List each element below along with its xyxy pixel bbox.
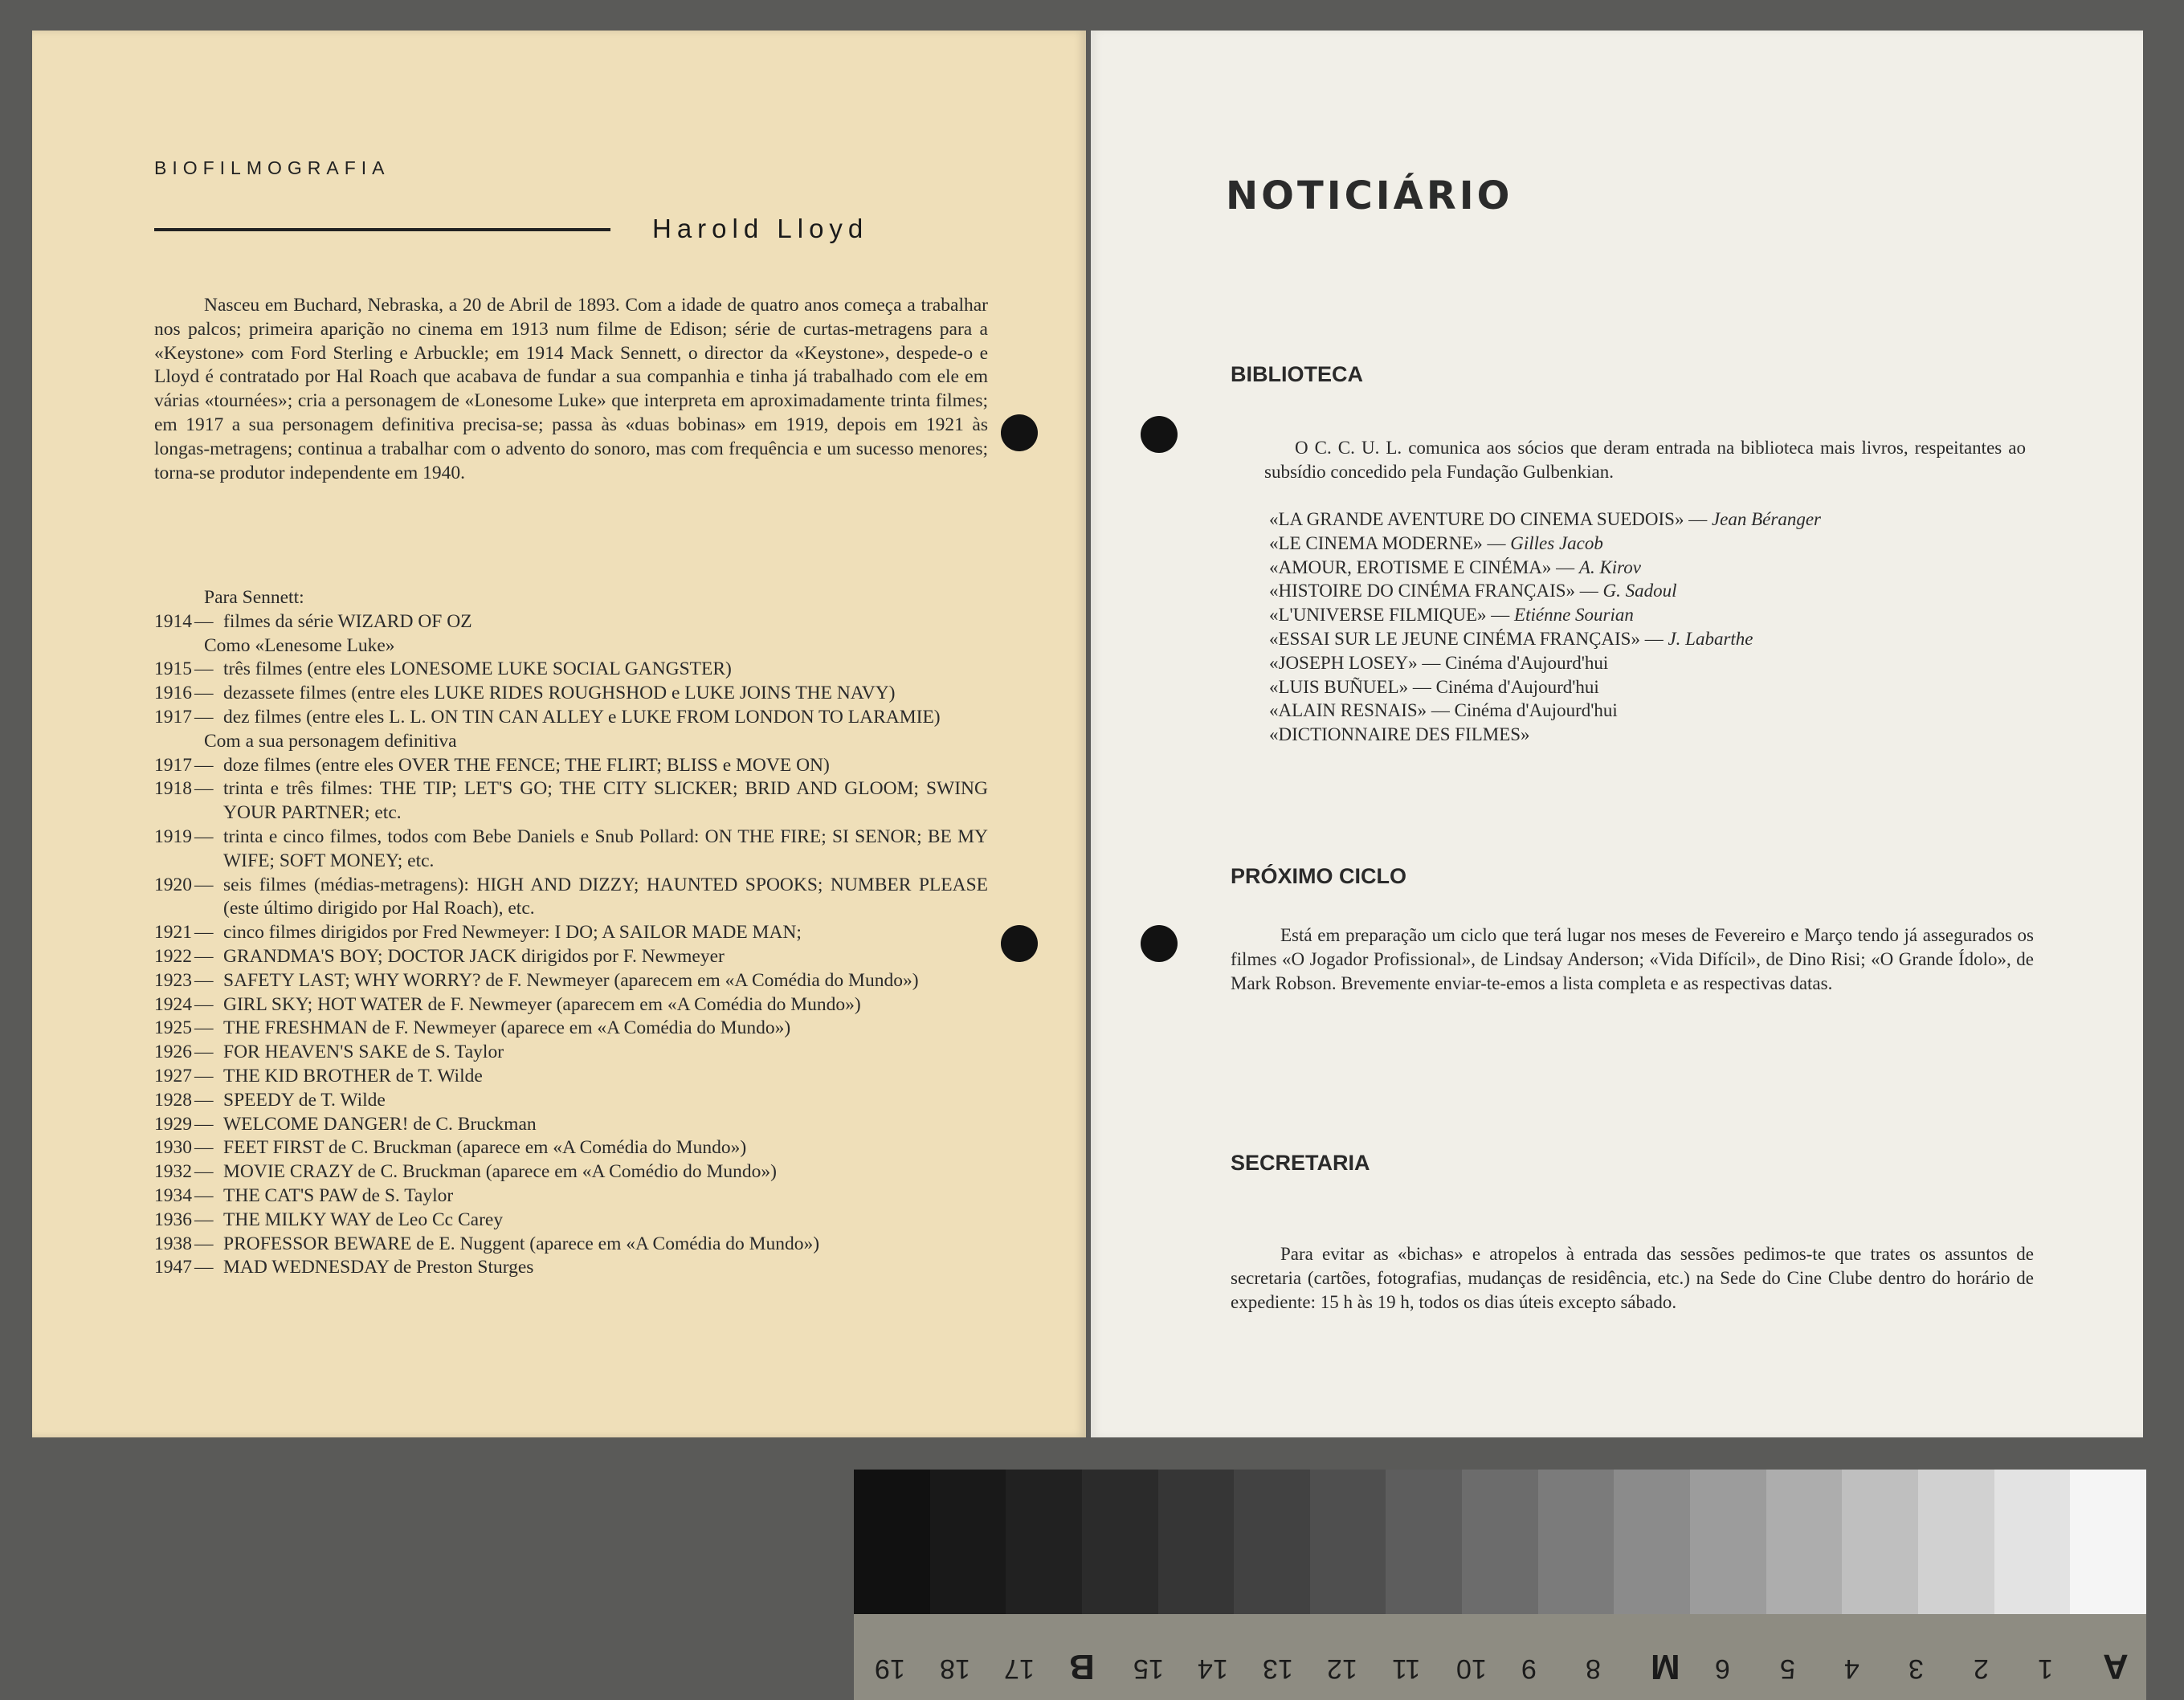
entry-year: 1947 bbox=[154, 1257, 192, 1278]
entry-dash: — bbox=[194, 1209, 214, 1230]
filmography-entry bbox=[154, 874, 988, 922]
biblioteca-intro-text: O C. C. U. L. comunica aos sócios que deram entrada na biblioteca mais livros, respeitantes ao subsídio concedido pela Fundação Gulbenkian. bbox=[1264, 438, 2026, 482]
entry-text: FEET FIRST de C. Bruckman (aparece em «A Comédia do Mundo») bbox=[223, 1137, 747, 1159]
entry-year: 1925 bbox=[154, 1017, 192, 1039]
gray-swatch bbox=[1082, 1470, 1158, 1614]
book-item bbox=[1269, 675, 2024, 699]
gray-swatch bbox=[1690, 1470, 1766, 1614]
ruler-label: 4 bbox=[1843, 1653, 1859, 1684]
book-title: «DICTIONNAIRE DES FILMES» bbox=[1269, 724, 1530, 745]
book-separator: — bbox=[1486, 605, 1515, 626]
entry-dash: — bbox=[194, 1137, 214, 1159]
biblioteca-heading: BIBLIOTECA bbox=[1231, 362, 1363, 386]
entry-dash: — bbox=[194, 658, 214, 680]
book-author: J. Labarthe bbox=[1668, 628, 1753, 649]
entry-dash: — bbox=[194, 1017, 214, 1039]
secretaria-paragraph bbox=[1231, 1242, 2034, 1314]
gray-swatch bbox=[1234, 1470, 1310, 1614]
filmography-subheading: Para Sennett: bbox=[204, 587, 304, 608]
entry-year: 1915 bbox=[154, 658, 192, 680]
filmography-entry bbox=[154, 658, 988, 682]
filmography-entry bbox=[154, 993, 988, 1017]
gray-swatch bbox=[1614, 1470, 1690, 1614]
book-item bbox=[1269, 603, 2024, 627]
gray-swatch bbox=[930, 1470, 1006, 1614]
ruler-label: 18 bbox=[939, 1653, 970, 1684]
ruler-label: 12 bbox=[1327, 1653, 1358, 1684]
ruler-label: 8 bbox=[1586, 1653, 1602, 1684]
biblioteca-intro bbox=[1264, 436, 2026, 484]
entry-year: 1922 bbox=[154, 945, 192, 967]
entry-dash: — bbox=[194, 969, 214, 991]
ruler-label: M bbox=[1650, 1647, 1680, 1686]
filmography-entry bbox=[154, 610, 988, 634]
gray-swatch bbox=[1918, 1470, 1994, 1614]
book-author: A. Kirov bbox=[1578, 556, 1641, 577]
entry-dash: — bbox=[194, 1257, 214, 1278]
ruler-label: 2 bbox=[1973, 1653, 1989, 1684]
filmography-entry bbox=[154, 706, 988, 730]
entry-dash: — bbox=[194, 1233, 214, 1254]
section-label: BIOFILMOGRAFIA bbox=[154, 157, 390, 178]
entry-dash: — bbox=[194, 610, 214, 632]
book-author: Jean Béranger bbox=[1711, 509, 1822, 529]
book-author: Cinéma d'Aujourd'hui bbox=[1454, 700, 1618, 721]
entry-text: SPEEDY de T. Wilde bbox=[223, 1089, 386, 1111]
entry-dash: — bbox=[194, 706, 214, 728]
proximo-ciclo-text: Está em preparação um ciclo que terá lugar nos meses de Fevereiro e Março tendo já assegurados os filmes «O Jogador Profissional», de Lindsay Anderson; «Vida Difícil», de Dino Risi; «O Grande Ídolo», de Mark Robson. Brevemente enviar-te-emos a lista completa e as respectivas datas. bbox=[1231, 925, 2034, 993]
gray-swatch bbox=[2070, 1470, 2146, 1614]
entry-text: seis filmes (médias-metragens): HIGH AND DIZZY; HAUNTED SPOOKS; NUMBER PLEASE (este último dirigido por Hal Roach), etc. bbox=[223, 874, 988, 919]
entry-dash: — bbox=[194, 683, 214, 704]
left-page bbox=[32, 31, 1086, 1437]
gray-swatch bbox=[1386, 1470, 1462, 1614]
filmography-entry bbox=[154, 945, 988, 969]
gray-swatch bbox=[1310, 1470, 1386, 1614]
entry-text: trinta e três filmes: THE TIP; LET'S GO; THE CITY SLICKER; BRID AND GLOOM; SWING YOUR PARTNER; etc. bbox=[223, 778, 988, 824]
proximo-ciclo-heading: PRÓXIMO CICLO bbox=[1231, 864, 1407, 888]
filmography-list bbox=[154, 586, 988, 1280]
book-item bbox=[1269, 699, 2024, 723]
book-title: «ALAIN RESNAIS» bbox=[1269, 700, 1427, 721]
entry-year: 1936 bbox=[154, 1209, 192, 1230]
book-item bbox=[1269, 723, 2024, 747]
book-separator: — bbox=[1575, 581, 1603, 601]
filmography-entry bbox=[154, 1160, 988, 1184]
noticiario-title: NOTICIÁRIO bbox=[1226, 173, 1513, 218]
ruler-label: 1 bbox=[2038, 1653, 2054, 1684]
book-separator: — bbox=[1551, 556, 1579, 577]
entry-text: trinta e cinco filmes, todos com Bebe Daniels e Snub Pollard: ON THE FIRE; SI SENOR; BE MY WIFE; SOFT MONEY; etc. bbox=[223, 826, 988, 871]
biography-text: Nasceu em Buchard, Nebraska, a 20 de Abril de 1893. Com a idade de quatro anos começa a trabalhar nos palcos; primeira aparição no cinema em 1913 num filme de Edison; série de curtas-metragens para a «Keystone» com Ford Sterling e Arbuckle; em 1914 Mack Sennett, o director da «Keystone», despede-o e Lloyd é contratado por Hal Roach que acabava de fundar a sua companhia e tinha já trabalhado com ele em várias «tournées»; cria a personagem de «Lonesome Luke» que interpreta em aproximadamente trinta filmes; em 1917 a sua personagem definitiva precisa-se; passa às «duas bobinas» em 1919, depois em 1921 às longas-metragens; continua a trabalhar com o advento do sonoro, mas com frequência e um sucesso menores; torna-se produtor independente em 1940. bbox=[154, 295, 988, 483]
ruler-label: A bbox=[2102, 1647, 2129, 1686]
filmography-entry bbox=[154, 1184, 988, 1209]
filmography-entry bbox=[154, 1089, 988, 1113]
entry-text: MOVIE CRAZY de C. Bruckman (aparece em «A Comédio do Mundo») bbox=[223, 1161, 777, 1183]
filmography-entry bbox=[154, 754, 988, 778]
entry-text: SAFETY LAST; WHY WORRY? de F. Newmeyer (aparecem em «A Comédia do Mundo») bbox=[223, 969, 919, 991]
entry-dash: — bbox=[194, 945, 214, 967]
book-title: «LE CINEMA MODERNE» bbox=[1269, 532, 1483, 553]
punch-hole bbox=[1141, 925, 1178, 962]
entry-text: THE MILKY WAY de Leo Cc Carey bbox=[223, 1209, 504, 1230]
entry-text: dezassete filmes (entre eles LUKE RIDES ROUGHSHOD e LUKE JOINS THE NAVY) bbox=[223, 683, 896, 704]
ruler-label: 11 bbox=[1391, 1653, 1421, 1684]
entry-dash: — bbox=[194, 922, 214, 944]
biography-paragraph bbox=[154, 294, 988, 485]
book-separator: — bbox=[1427, 700, 1455, 721]
book-author: Cinéma d'Aujourd'hui bbox=[1445, 652, 1609, 673]
gray-swatch bbox=[1766, 1470, 1843, 1614]
entry-year: 1929 bbox=[154, 1113, 192, 1135]
filmography-subheading: Como «Lenesome Luke» bbox=[204, 634, 395, 656]
entry-text: GRANDMA'S BOY; DOCTOR JACK dirigidos por F. Newmeyer bbox=[223, 945, 725, 967]
entry-text: filmes da série WIZARD OF OZ bbox=[223, 610, 472, 632]
gray-swatch bbox=[1994, 1470, 2071, 1614]
entry-text: MAD WEDNESDAY de Preston Sturges bbox=[223, 1257, 534, 1278]
entry-text: cinco filmes dirigidos por Fred Newmeyer: I DO; A SAILOR MADE MAN; bbox=[223, 922, 802, 944]
filmography-entry bbox=[154, 1065, 988, 1089]
ruler-label: 14 bbox=[1198, 1653, 1229, 1684]
gray-swatch bbox=[1158, 1470, 1235, 1614]
book-title: «LUIS BUÑUEL» bbox=[1269, 676, 1409, 697]
gray-swatches bbox=[854, 1470, 2146, 1614]
entry-year: 1924 bbox=[154, 993, 192, 1015]
filmography-entry bbox=[154, 1256, 988, 1280]
title-rule bbox=[154, 228, 610, 231]
entry-dash: — bbox=[194, 1161, 214, 1183]
entry-dash: — bbox=[194, 754, 214, 776]
entry-year: 1932 bbox=[154, 1161, 192, 1183]
person-name: Harold Lloyd bbox=[652, 214, 869, 243]
book-title: «HISTOIRE DO CINÉMA FRANÇAIS» bbox=[1269, 581, 1576, 601]
filmography-entry bbox=[154, 1209, 988, 1233]
entry-dash: — bbox=[194, 1089, 214, 1111]
filmography-entry bbox=[154, 682, 988, 706]
color-calibration-card bbox=[854, 1470, 2146, 1700]
book-item bbox=[1269, 532, 2024, 556]
entry-text: doze filmes (entre eles OVER THE FENCE; THE FLIRT; BLISS e MOVE ON) bbox=[223, 754, 830, 776]
book-list bbox=[1269, 508, 2024, 747]
filmography-entry bbox=[154, 826, 988, 874]
entry-year: 1914 bbox=[154, 610, 192, 632]
book-item bbox=[1269, 651, 2024, 675]
entry-text: PROFESSOR BEWARE de E. Nuggent (aparece em «A Comédia do Mundo») bbox=[223, 1233, 820, 1254]
entry-text: THE KID BROTHER de T. Wilde bbox=[223, 1065, 483, 1086]
ruler-label: 5 bbox=[1779, 1653, 1795, 1684]
ruler-label: 15 bbox=[1133, 1653, 1164, 1684]
book-item bbox=[1269, 508, 2024, 532]
punch-hole bbox=[1001, 414, 1038, 451]
entry-year: 1919 bbox=[154, 826, 192, 847]
ruler-label: 9 bbox=[1521, 1653, 1537, 1684]
entry-year: 1926 bbox=[154, 1042, 192, 1063]
entry-dash: — bbox=[194, 1184, 214, 1206]
punch-hole bbox=[1141, 416, 1178, 453]
book-separator: — bbox=[1417, 652, 1446, 673]
secretaria-heading: SECRETARIA bbox=[1231, 1151, 1370, 1175]
entry-text: dez filmes (entre eles L. L. ON TIN CAN ALLEY e LUKE FROM LONDON TO LARAMIE) bbox=[223, 706, 941, 728]
filmography-subheading: Com a sua personagem definitiva bbox=[204, 730, 457, 752]
entry-year: 1920 bbox=[154, 874, 192, 895]
book-title: «JOSEPH LOSEY» bbox=[1269, 652, 1418, 673]
gray-swatch bbox=[1006, 1470, 1082, 1614]
filmography-entry bbox=[154, 1041, 988, 1065]
entry-text: WELCOME DANGER! de C. Bruckman bbox=[223, 1113, 537, 1135]
book-title: «LA GRANDE AVENTURE DO CINEMA SUEDOIS» bbox=[1269, 509, 1684, 529]
ruler-label: 17 bbox=[1004, 1653, 1035, 1684]
gray-swatch bbox=[1462, 1470, 1538, 1614]
filmography-entry bbox=[154, 921, 988, 945]
filmography-entry bbox=[154, 969, 988, 993]
entry-text: THE FRESHMAN de F. Newmeyer (aparece em «A Comédia do Mundo») bbox=[223, 1017, 791, 1039]
filmography-entry bbox=[154, 1233, 988, 1257]
entry-year: 1938 bbox=[154, 1233, 192, 1254]
right-page bbox=[1091, 31, 2143, 1437]
entry-text: três filmes (entre eles LONESOME LUKE SOCIAL GANGSTER) bbox=[223, 658, 732, 680]
entry-year: 1916 bbox=[154, 683, 192, 704]
entry-dash: — bbox=[194, 874, 214, 895]
entry-year: 1921 bbox=[154, 922, 192, 944]
book-separator: — bbox=[1684, 509, 1712, 529]
ruler-label: 13 bbox=[1262, 1653, 1293, 1684]
proximo-ciclo-paragraph bbox=[1231, 923, 2034, 995]
book-author: Cinéma d'Aujourd'hui bbox=[1435, 676, 1599, 697]
entry-year: 1917 bbox=[154, 706, 192, 728]
ruler-label: 6 bbox=[1715, 1653, 1730, 1684]
entry-year: 1918 bbox=[154, 778, 192, 800]
book-title: «ESSAI SUR LE JEUNE CINÉMA FRANÇAIS» bbox=[1269, 628, 1640, 649]
gray-swatch bbox=[1538, 1470, 1615, 1614]
filmography-entry bbox=[154, 1136, 988, 1160]
book-separator: — bbox=[1639, 628, 1668, 649]
book-item bbox=[1269, 579, 2024, 603]
book-separator: — bbox=[1408, 676, 1436, 697]
entry-text: FOR HEAVEN'S SAKE de S. Taylor bbox=[223, 1042, 504, 1063]
ruler-label: 10 bbox=[1456, 1653, 1488, 1684]
entry-dash: — bbox=[194, 1065, 214, 1086]
book-item bbox=[1269, 556, 2024, 580]
book-item bbox=[1269, 627, 2024, 651]
book-author: Gilles Jacob bbox=[1510, 532, 1603, 553]
ruler-label: 3 bbox=[1908, 1653, 1925, 1684]
book-separator: — bbox=[1482, 532, 1511, 553]
gray-swatch bbox=[854, 1470, 930, 1614]
entry-year: 1934 bbox=[154, 1184, 192, 1206]
entry-year: 1930 bbox=[154, 1137, 192, 1159]
entry-year: 1927 bbox=[154, 1065, 192, 1086]
ruler-label: 19 bbox=[875, 1653, 906, 1684]
filmography-entry bbox=[154, 777, 988, 826]
book-title: «L'UNIVERSE FILMIQUE» bbox=[1269, 605, 1487, 626]
entry-dash: — bbox=[194, 778, 214, 800]
entry-text: THE CAT'S PAW de S. Taylor bbox=[223, 1184, 454, 1206]
entry-dash: — bbox=[194, 826, 214, 847]
entry-year: 1928 bbox=[154, 1089, 192, 1111]
filmography-entry bbox=[154, 1113, 988, 1137]
entry-dash: — bbox=[194, 1113, 214, 1135]
scale-ruler bbox=[854, 1614, 2146, 1700]
book-title: «AMOUR, EROTISME E CINÉMA» bbox=[1269, 556, 1552, 577]
ruler-label: B bbox=[1068, 1647, 1095, 1686]
entry-year: 1917 bbox=[154, 754, 192, 776]
entry-dash: — bbox=[194, 1042, 214, 1063]
entry-year: 1923 bbox=[154, 969, 192, 991]
book-author: Etiénne Sourian bbox=[1514, 605, 1634, 626]
filmography-entry bbox=[154, 1017, 988, 1041]
secretaria-text: Para evitar as «bichas» e atropelos à entrada das sessões pedimos-te que trates os assuntos de secretaria (cartões, fotografias, mudanças de residência, etc.) na Sede do Cine Clube dentro do horário de expediente: 15 h às 19 h, todos os dias úteis excepto sábado. bbox=[1231, 1244, 2034, 1312]
entry-dash: — bbox=[194, 993, 214, 1015]
entry-text: GIRL SKY; HOT WATER de F. Newmeyer (aparecem em «A Comédia do Mundo») bbox=[223, 993, 861, 1015]
book-author: G. Sadoul bbox=[1602, 581, 1677, 601]
punch-hole bbox=[1001, 925, 1038, 962]
gray-swatch bbox=[1842, 1470, 1918, 1614]
